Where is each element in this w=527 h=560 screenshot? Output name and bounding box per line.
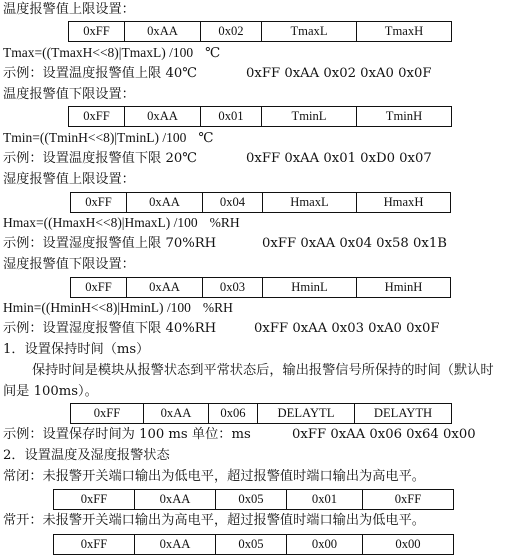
humid-upper-title: 湿度报警值上限设置： xyxy=(3,172,135,187)
frame-byte: HmaxH xyxy=(357,193,451,213)
temp-upper-formula-line xyxy=(3,44,220,62)
frame-byte: 0xFF xyxy=(71,193,127,213)
frame-byte: 0xFF xyxy=(54,535,135,555)
temp-upper-example-value: 0xFF 0xAA 0x02 0xA0 0x0F xyxy=(246,66,432,81)
temp-lower-formula: Tmin=((TminH<<8)|TminL) /100 xyxy=(3,130,187,145)
frame-byte: 0x00 xyxy=(287,535,363,555)
temp-lower-example-label: 示例：设置温度报警值下限 20℃ xyxy=(3,151,197,166)
frame-byte: 0xFF xyxy=(71,278,127,298)
frame-byte: TmaxL xyxy=(262,22,357,42)
temp-lower-frame-table xyxy=(68,106,452,127)
frame-byte: 0xFF xyxy=(69,22,125,42)
normally-closed-text: 常闭：未报警开关端口输出为低电平，超过报警值时端口输出为高电平。 xyxy=(3,469,425,484)
frame-byte: HminL xyxy=(263,278,357,298)
frame-byte: TminL xyxy=(262,107,357,127)
frame-byte: HminH xyxy=(357,278,451,298)
frame-byte: DELAYTH xyxy=(355,404,452,424)
frame-byte: 0x01 xyxy=(201,107,262,127)
temp-lower-title: 温度报警值下限设置： xyxy=(3,87,135,102)
hold-paragraph-line-2: 间是 100ms）。 xyxy=(3,384,98,399)
hold-heading: 1．设置保持时间（ms） xyxy=(3,342,150,357)
frame-byte: 0x02 xyxy=(201,22,262,42)
humid-lower-title: 湿度报警值下限设置： xyxy=(3,257,135,272)
frame-byte: 0x06 xyxy=(209,404,258,424)
frame-byte: HmaxL xyxy=(263,193,357,213)
temp-upper-formula: Tmax=((TmaxH<<8)|TmaxL) /100 xyxy=(3,45,194,60)
normally-open-frame-table xyxy=(53,534,454,555)
humid-upper-frame-table xyxy=(70,192,451,213)
humid-lower-frame-table xyxy=(70,277,451,298)
hold-example-value: 0xFF 0xAA 0x06 0x64 0x00 xyxy=(292,427,476,442)
humid-lower-unit: %RH xyxy=(202,300,233,315)
hold-paragraph-line-1: 保持时间是模块从报警状态到平常状态后，输出报警信号所保持的时间（默认时 xyxy=(32,363,494,378)
humid-upper-formula: Hmax=((HmaxH<<8)|HmaxL) /100 xyxy=(3,215,198,230)
humid-lower-example-value: 0xFF 0xAA 0x03 0xA0 0x0F xyxy=(254,321,440,336)
temp-upper-title: 温度报警值上限设置： xyxy=(3,2,135,17)
hold-frame-table xyxy=(70,403,452,424)
frame-byte: 0x05 xyxy=(216,535,287,555)
temp-upper-example-label: 示例：设置温度报警值上限 40℃ xyxy=(3,66,197,81)
frame-byte: 0x05 xyxy=(216,490,287,510)
temp-upper-unit: ℃ xyxy=(205,45,221,60)
temp-upper-frame-table xyxy=(68,21,452,42)
temp-lower-example-value: 0xFF 0xAA 0x01 0xD0 0x07 xyxy=(246,151,432,166)
frame-byte: DELAYTL xyxy=(258,404,355,424)
frame-byte: 0x04 xyxy=(203,193,263,213)
frame-byte: 0xAA xyxy=(127,193,203,213)
frame-byte: TmaxH xyxy=(357,22,452,42)
frame-byte: 0xFF xyxy=(71,404,144,424)
temp-lower-unit: ℃ xyxy=(198,130,214,145)
normally-open-text: 常开：未报警开关端口输出为高电平，超过报警值时端口输出为低电平。 xyxy=(3,513,425,528)
frame-byte: 0xFF xyxy=(69,107,125,127)
frame-byte: 0xFF xyxy=(363,490,454,510)
frame-byte: 0x00 xyxy=(363,535,454,555)
level-heading: 2．设置温度及湿度报警状态 xyxy=(3,448,170,463)
humid-lower-formula: Hmin=((HminH<<8)|HminL) /100 xyxy=(3,300,191,315)
humid-upper-formula-line xyxy=(3,214,240,232)
frame-byte: 0x03 xyxy=(203,278,263,298)
humid-lower-example-label: 示例：设置湿度报警值下限 40%RH xyxy=(3,321,217,336)
humid-upper-unit: %RH xyxy=(209,215,240,230)
temp-lower-formula-line xyxy=(3,129,214,147)
frame-byte: 0xAA xyxy=(127,278,203,298)
frame-byte: 0xAA xyxy=(125,107,201,127)
frame-byte: 0xAA xyxy=(135,490,216,510)
frame-byte: 0x01 xyxy=(287,490,363,510)
frame-byte: TminH xyxy=(357,107,452,127)
frame-byte: 0xAA xyxy=(125,22,201,42)
frame-byte: 0xAA xyxy=(135,535,216,555)
humid-upper-example-value: 0xFF 0xAA 0x04 0x58 0x1B xyxy=(262,236,447,251)
frame-byte: 0xAA xyxy=(144,404,209,424)
frame-byte: 0xFF xyxy=(54,490,135,510)
hold-example-label: 示例：设置保存时间为 100 ms 单位：ms xyxy=(3,427,251,442)
normally-closed-frame-table xyxy=(53,489,454,510)
humid-lower-formula-line xyxy=(3,299,233,317)
humid-upper-example-label: 示例：设置湿度报警值上限 70%RH xyxy=(3,236,217,251)
